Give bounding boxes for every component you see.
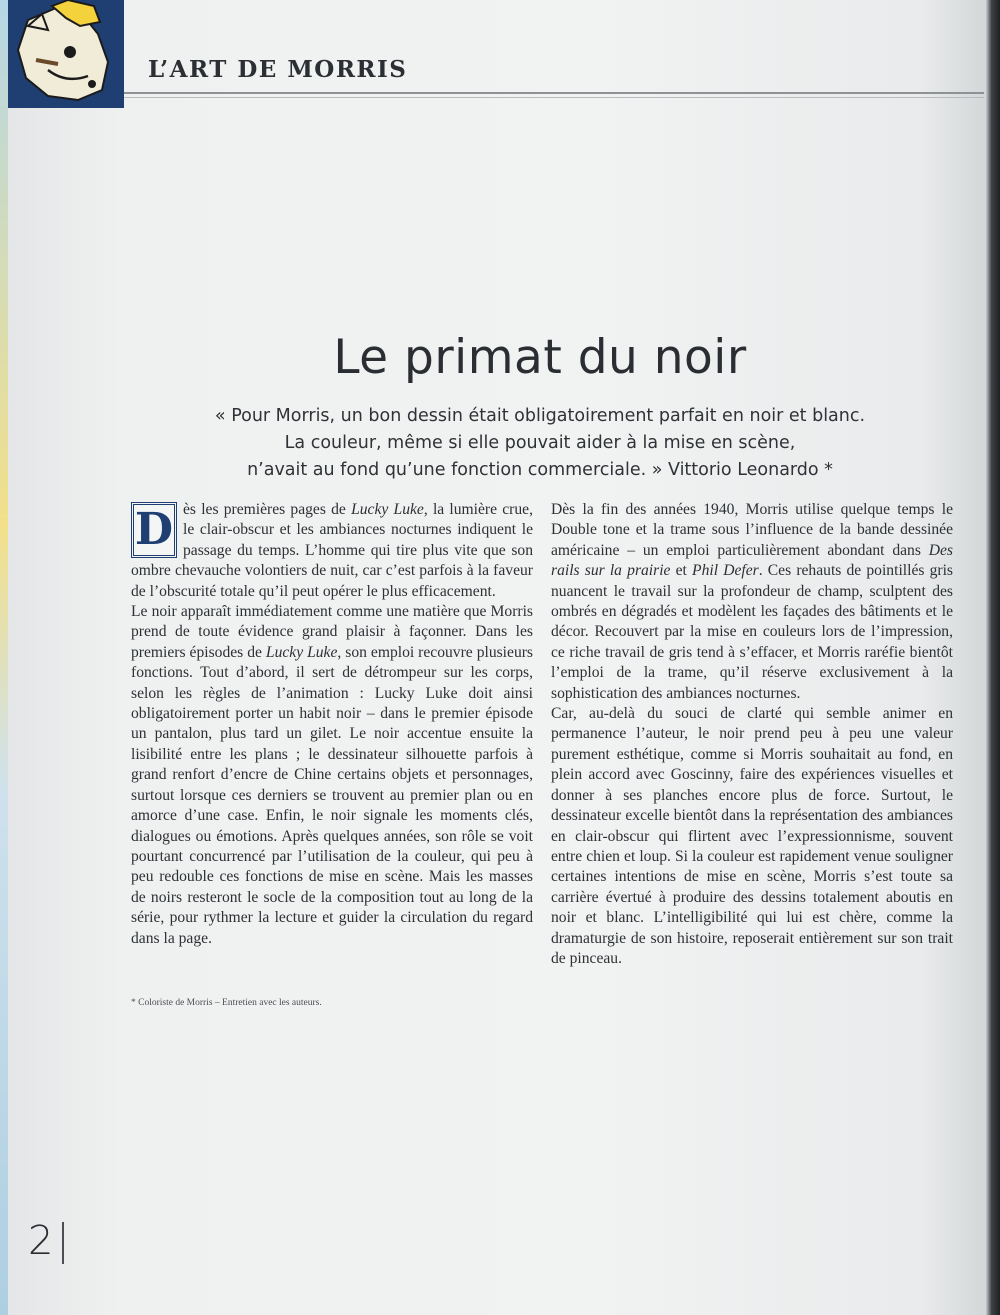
paragraph: D ès les premières pages de Lucky Luke, la lumière crue, le clair-obscur et les ambiances nocturnes indiquent le passage du temps. L’homme qui tire plus vite que son ombre chevauche volontiers de nuit, car c’est parfois à la faveur de l’obscurité totale qu’il peut opérer le plus efficacement. (131, 501, 533, 600)
paragraph: Car, au-delà du souci de clarté qui semble animer en permanence l’auteur, le noir prend peu à peu une valeur purement esthétique, comme si Morris souhaitait au fond, en plein accord avec Goscinny, faire des expériences visuelles et donner à ses planches encore plus de force. Surtout, le dessinateur excelle bientôt dans la représentation des ambiances en clair-obscur qui flirtent avec l’expressionnisme, souvent entre chien et loup. Si la couleur est rapidement venue souligner certaines intentions de mise en scène, Morris s’est toute sa carrière évertué à produire des dessins totalement aboutis en noir et blanc. L’intelligibilité qui lui est chère, comme la dramaturgie de son histoire, reposerait entièrement sur son trait de pinceau. (551, 705, 953, 967)
text-column-left (131, 500, 533, 949)
header-rule (124, 92, 984, 94)
quote-line: La couleur, même si elle pouvait aider à la mise en scène, (284, 433, 796, 453)
section-title: L’ART DE MORRIS (148, 56, 408, 83)
page-right-edge (986, 0, 1000, 1315)
paragraph: Le noir apparaît immédiatement comme une matière que Morris prend de toute évidence grand plaisir à façonner. Dans les premiers épisodes de Lucky Luke, son emploi recouvre plusieurs fonctions. Tout d’abord, il sert de détrompeur sur les corps, selon les règles de l’animation : Lucky Luke doit ainsi obligatoirement porter un habit noir – dans le premier épisode un pantalon, plus tard un gilet. Le noir accentue ensuite la lisibilité entre les plans ; le dessinateur silhouette parfois à grand renfort d’encre de Chine certains objets et personnages, surtout lorsque ces derniers se trouvent au premier plan ou en amorce d’une case. Enfin, le noir signale les moments clés, dialogues ou émotions. Après quelques années, son rôle se voit pourtant concurrencé par l’utilisation de la couleur, qui peu à peu redouble ces fonctions de mise en scène. Mais les masses de noirs resteront le socle de la composition tout au long de la série, pour rythmer la lecture et guider la circulation du regard dans la page. (131, 603, 533, 947)
text-column-right (551, 500, 953, 969)
page-number-bar (62, 1222, 64, 1264)
page-left-edge (0, 0, 8, 1315)
horse-emblem-icon (8, 0, 124, 108)
page-number: 2 (28, 1218, 54, 1264)
quote-line: n’avait au fond qu’une fonction commerciale. » Vittorio Leonardo * (247, 460, 833, 480)
drop-cap: D (131, 502, 177, 558)
epigraph-quote (150, 403, 930, 484)
footnote: * Coloriste de Morris – Entretien avec les auteurs. (131, 998, 322, 1008)
article-title: Le primat du noir (333, 330, 747, 385)
header-rule-thin (124, 97, 984, 98)
quote-line: « Pour Morris, un bon dessin était obligatoirement parfait en noir et blanc. (214, 406, 866, 426)
paragraph: Dès la fin des années 1940, Morris utilise quelque temps le Double tone et la trame sous l’influence de la bande dessinée américaine – un emploi particulièrement abondant dans Des rails sur la prairie et Phil Defer. Ces rehauts de pointillés gris nuancent le travail sur la profondeur de champ, sculptent des ombrés en dégradés et modèlent les façades des bâtiments et le décor. Recouvert par la mise en couleurs lors de l’impression, ce riche travail de gris tend à s’effacer, et Morris raréfie bientôt l’emploi de la trame, qu’il réserve exclusivement à la sophistication des ambiances nocturnes. (551, 501, 953, 702)
